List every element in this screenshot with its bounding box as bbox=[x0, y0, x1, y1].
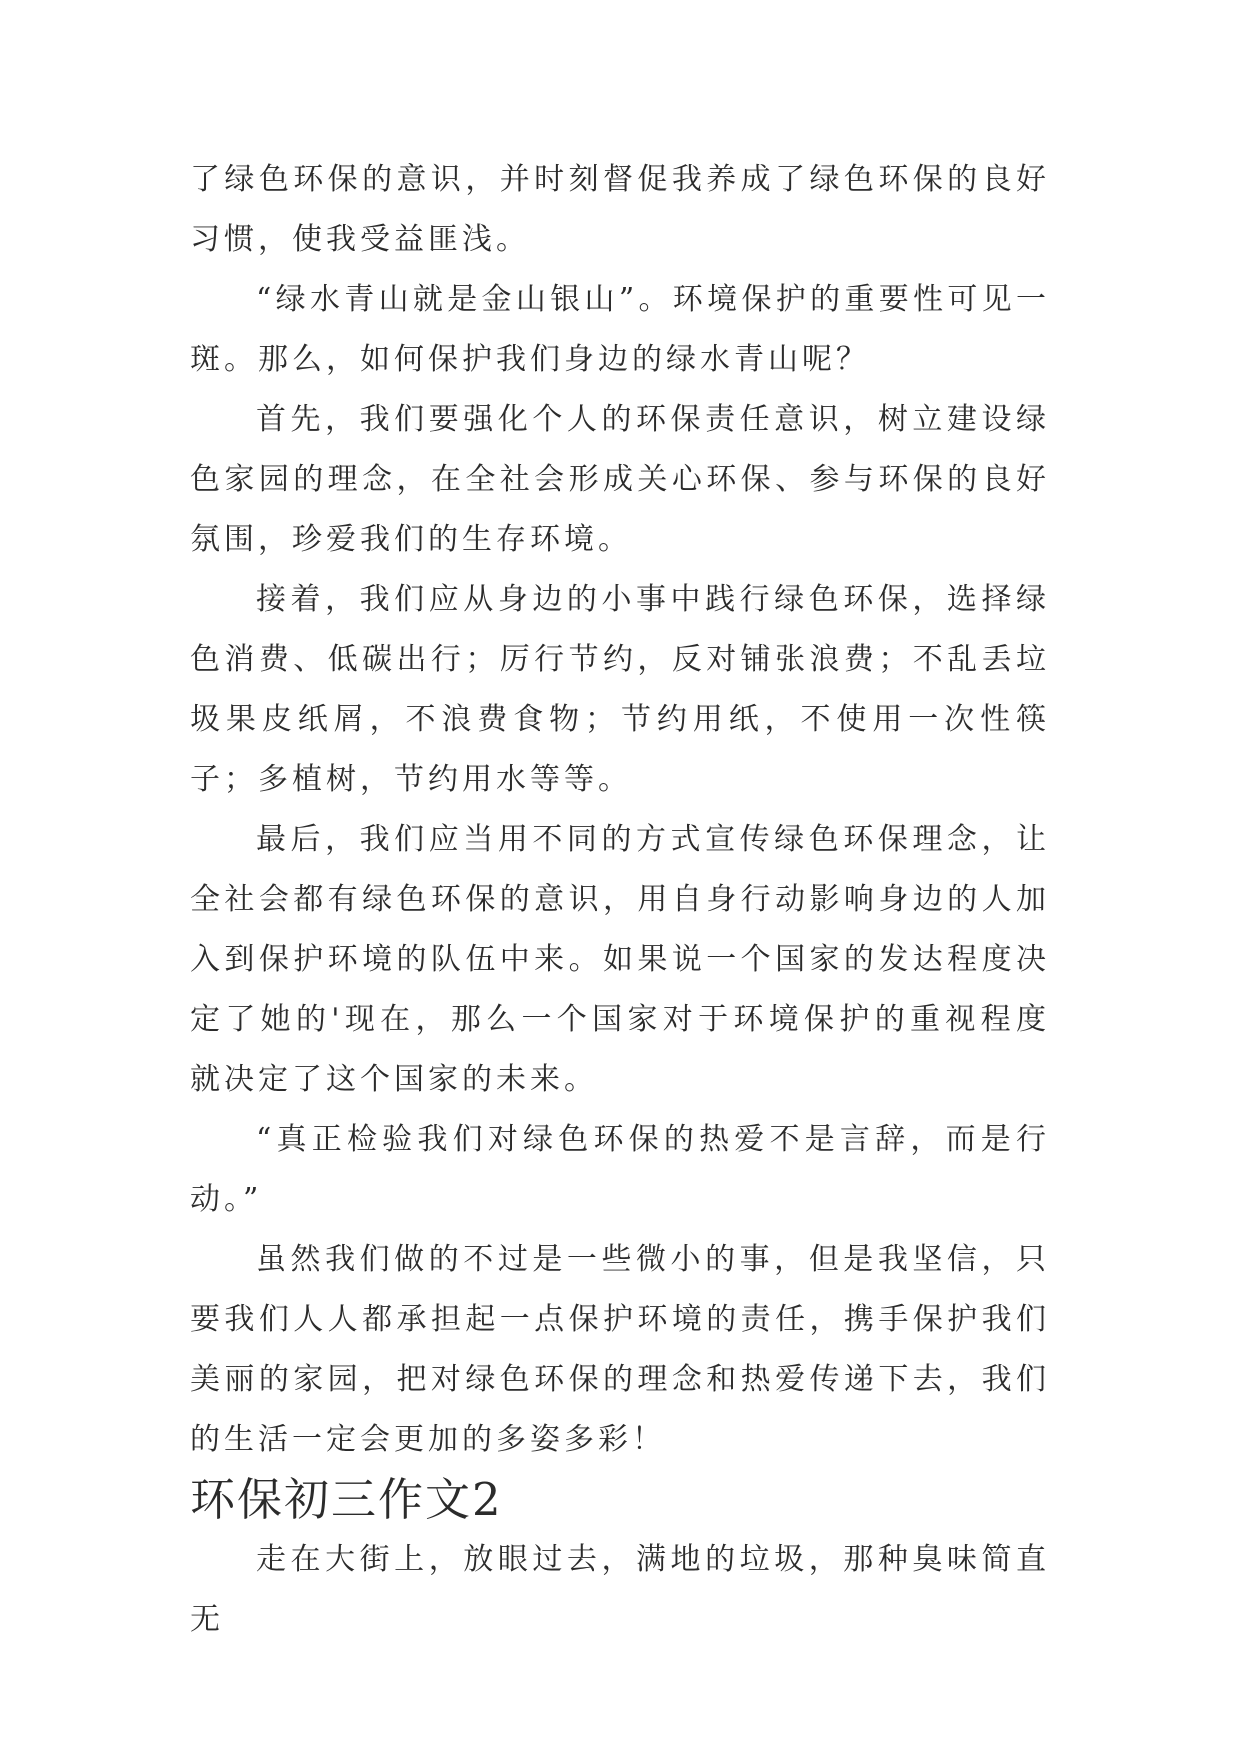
paragraph-continuation: 了绿色环保的意识，并时刻督促我养成了绿色环保的良好习惯，使我受益匪浅。 bbox=[190, 162, 1050, 257]
paragraph-conclusion: 虽然我们做的不过是一些微小的事，但是我坚信，只要我们人人都承担起一点保护环境的责任，携手保护我们美丽的家园，把对绿色环保的理念和热爱传递下去，我们的生活一定会更加的多姿多彩！ bbox=[190, 1242, 1050, 1457]
paragraph-finally: 最后，我们应当用不同的方式宣传绿色环保理念，让全社会都有绿色环保的意识，用自身行动影响身边的人加入到保护环境的队伍中来。如果说一个国家的发达程度决定了她的'现在，那么一个国家对于环境保护的重视程度就决定了这个国家的未来。 bbox=[190, 822, 1050, 1097]
document-page bbox=[190, 150, 1050, 1650]
paragraph-first: 首先，我们要强化个人的环保责任意识，树立建设绿色家园的理念，在全社会形成关心环保、参与环保的良好氛围，珍爱我们的生存环境。 bbox=[190, 402, 1050, 557]
paragraph-quote-action: “真正检验我们对绿色环保的热爱不是言辞，而是行动。” bbox=[190, 1122, 1050, 1217]
paragraph-next: 接着，我们应从身边的小事中践行绿色环保，选择绿色消费、低碳出行；厉行节约，反对铺张浪费；不乱丢垃圾果皮纸屑，不浪费食物；节约用纸，不使用一次性筷子；多植树，节约用水等等。 bbox=[190, 582, 1050, 797]
essay-heading: 环保初三作文2 bbox=[190, 1473, 503, 1526]
paragraph-essay-2-start: 走在大街上，放眼过去，满地的垃圾，那种臭味简直无 bbox=[190, 1542, 1050, 1637]
paragraph-quote-green-mountains: “绿水青山就是金山银山”。环境保护的重要性可见一斑。那么，如何保护我们身边的绿水青山呢？ bbox=[190, 282, 1050, 377]
